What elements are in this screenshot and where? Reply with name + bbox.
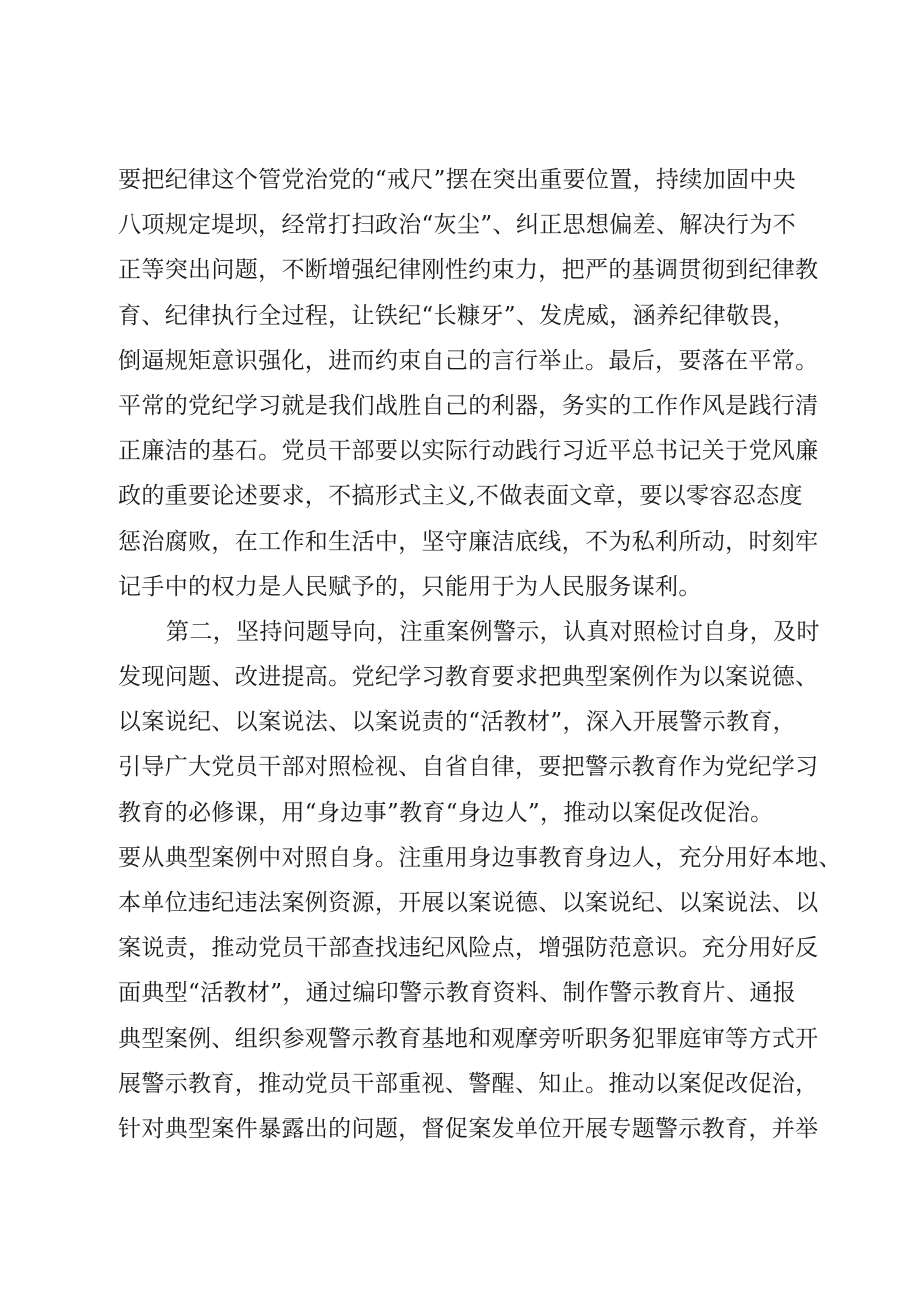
text-line: 教育的必修课，用“身边事”教育“身边人”，推动以案促改促治。 bbox=[118, 799, 774, 826]
text-line: 记手中的权力是人民赋予的，只能用于为人民服务谋利。 bbox=[118, 573, 702, 600]
text-line: 惩治腐败，在工作和生活中，坚守廉洁底线，不为私利所动，时刻牢 bbox=[118, 528, 819, 555]
paragraph-start-line: 第二，坚持问题导向，注重案例警示，认真对照检讨自身，及时 bbox=[166, 618, 820, 645]
text-line: 案说责，推动党员干部查找违纪风险点，增强防范意识。充分用好反 bbox=[118, 935, 819, 962]
text-line: 政的重要论述要求，不搞形式主义,不做表面文章，要以零容忍态度 bbox=[118, 483, 803, 510]
text-line: 典型案例、组织参观警示教育基地和观摩旁听职务犯罪庭审等方式开 bbox=[118, 1025, 819, 1052]
text-line: 要把纪律这个管党治党的“戒尺”摆在突出重要位置，持续加固中央 bbox=[118, 167, 797, 193]
text-line: 要从典型案例中对照自身。注重用身边事教育身边人，充分用好本地、 bbox=[118, 844, 842, 871]
text-line: 展警示教育，推动党员干部重视、警醒、知止。推动以案促改促治， bbox=[118, 1070, 819, 1097]
document-body bbox=[118, 158, 842, 1152]
text-line: 发现问题、改进提高。党纪学习教育要求把典型案例作为以案说德、 bbox=[118, 664, 819, 691]
text-line: 平常的党纪学习就是我们战胜自己的利器，务实的工作作风是践行清 bbox=[118, 392, 819, 419]
text-line: 八项规定堤坝，经常打扫政治“灰尘”、纠正思想偏差、解决行为不 bbox=[118, 212, 797, 239]
text-line: 育、纪律执行全过程，让铁纪“长糠牙”、发虎威，涵养纪律敬畏， bbox=[118, 302, 797, 329]
text-line: 面典型“活教材”，通过编印警示教育资料、制作警示教育片、通报 bbox=[118, 980, 797, 1007]
text-line: 正等突出问题，不断增强纪律刚性约束力，把严的基调贯彻到纪律教 bbox=[118, 257, 819, 284]
text-line: 本单位违纪违法案例资源，开展以案说德、以案说纪、以案说法、以 bbox=[118, 890, 819, 916]
text-line: 以案说纪、以案说法、以案说责的“活教材”，深入开展警示教育， bbox=[118, 709, 797, 736]
text-line: 倒逼规矩意识强化，进而约束自己的言行举止。最后，要落在平常。 bbox=[118, 347, 819, 374]
text-line: 引导广大党员干部对照检视、自省自律，要把警示教育作为党纪学习 bbox=[118, 754, 819, 781]
text-line: 针对典型案件暴露出的问题，督促案发单位开展专题警示教育，并举 bbox=[118, 1115, 819, 1142]
text-line: 正廉洁的基石。党员干部要以实际行动践行习近平总书记关于党风廉 bbox=[118, 438, 819, 465]
